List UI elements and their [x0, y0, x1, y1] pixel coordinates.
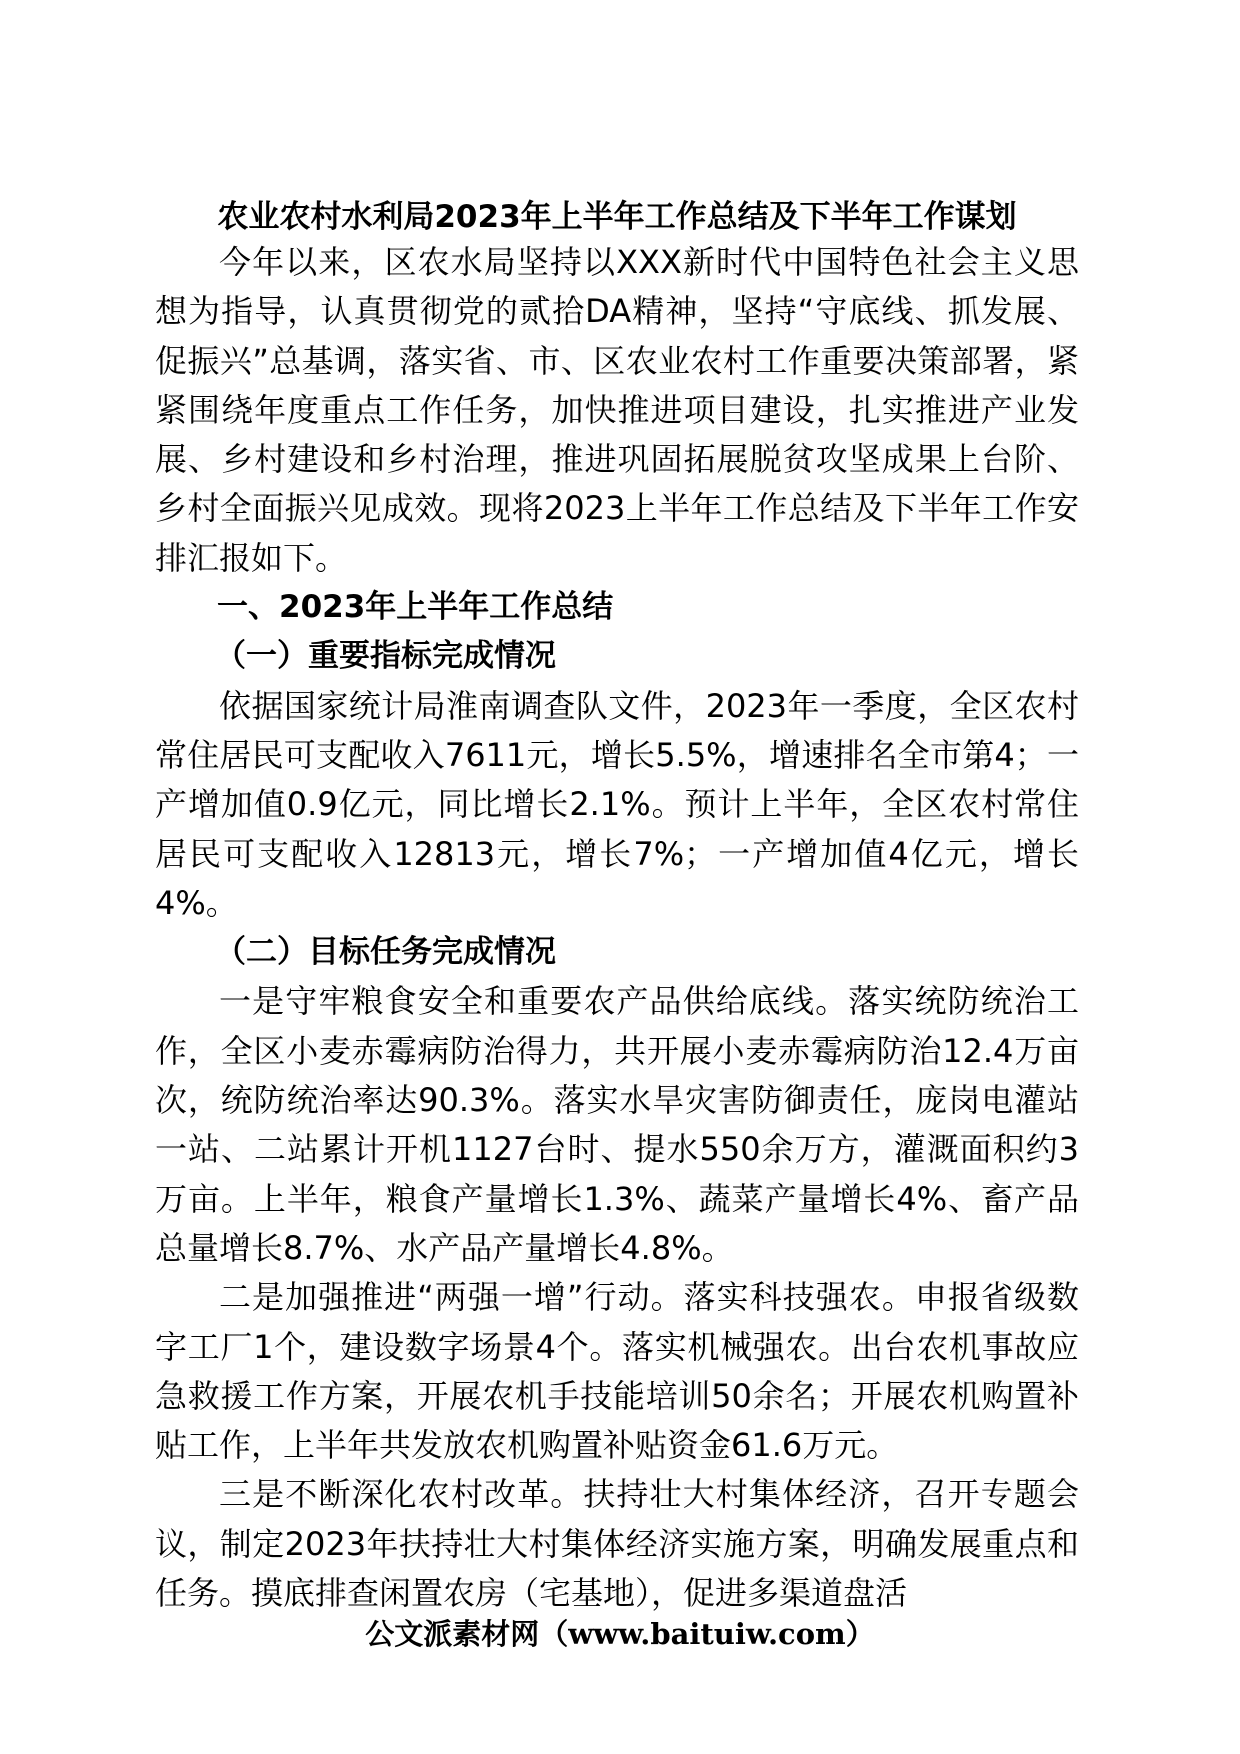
- task-paragraph-2: 二是加强推进“两强一增”行动。落实科技强农。申报省级数字工厂1个，建设数字场景4个。落实机械强农。出台农机事故应急救援工作方案，开展农机手技能培训50余名；开展农机购置补贴工作，上半年共发放农机购置补贴资金61.6万元。: [155, 1278, 1079, 1465]
- document-body: [155, 196, 1079, 1618]
- section-heading-1: 一、2023年上半年工作总结: [217, 589, 614, 626]
- subsection-heading-2: （二）目标任务完成情况: [215, 934, 556, 971]
- intro-paragraph: 今年以来，区农水局坚持以XXX新时代中国特色社会主义思想为指导，认真贯彻党的贰拾DA精神，坚持“守底线、抓发展、促振兴”总基调，落实省、市、区农业农村工作重要决策部署，紧紧围绕年度重点工作任务，加快推进项目建设，扎实推进产业发展、乡村建设和乡村治理，推进巩固拓展脱贫攻坚成果上台阶、乡村全面振兴见成效。现将2023上半年工作总结及下半年工作安排汇报如下。: [155, 243, 1079, 577]
- subsection-heading-1: （一）重要指标完成情况: [215, 638, 556, 675]
- task-paragraph-1: 一是守牢粮食安全和重要农产品供给底线。落实统防统治工作，全区小麦赤霉病防治得力，共开展小麦赤霉病防治12.4万亩次，统防统治率达90.3%。落实水旱灾害防御责任，庞岗电灌站一站、二站累计开机1127台时、提水550余万方，灌溉面积约3万亩。上半年，粮食产量增长1.3%、蔬菜产量增长4%、畜产品总量增长8.7%、水产品产量增长4.8%。: [155, 982, 1079, 1267]
- indicators-paragraph: 依据国家统计局淮南调查队文件，2023年一季度，全区农村常住居民可支配收入7611元，增长5.5%，增速排名全市第4；一产增加值0.9亿元，同比增长2.1%。预计上半年，全区农村常住居民可支配收入12813元，增长7%；一产增加值4亿元，增长4%。: [155, 686, 1079, 922]
- footer-watermark: 公文派素材网（www.baituiw.com）: [365, 1617, 875, 1651]
- document-title: 农业农村水利局2023年上半年工作总结及下半年工作谋划: [217, 199, 1017, 235]
- task-paragraph-3: 三是不断深化农村改革。扶持壮大村集体经济，召开专题会议，制定2023年扶持壮大村集体经济实施方案，明确发展重点和任务。摸底排查闲置农房（宅基地），促进多渠道盘活: [155, 1475, 1079, 1613]
